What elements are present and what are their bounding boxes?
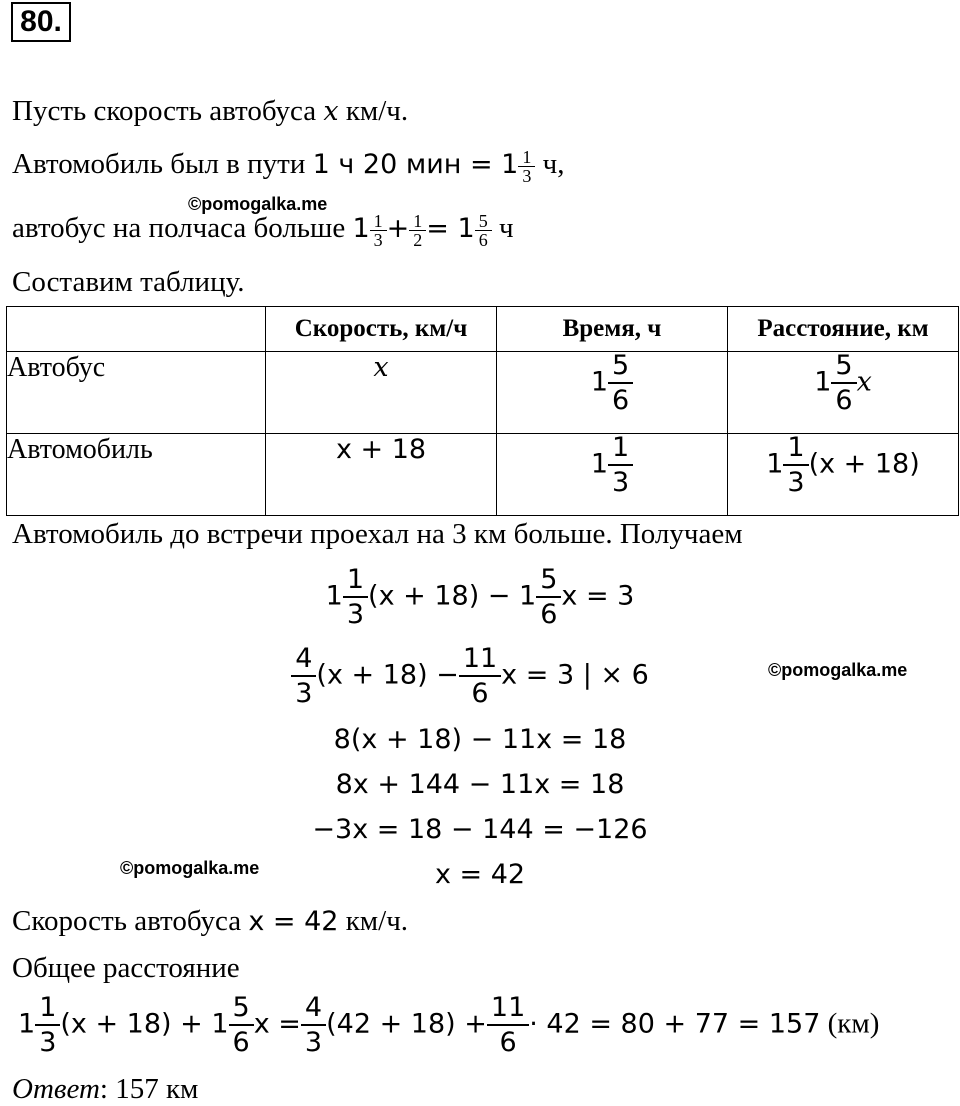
watermark: ©pomogalka.me — [120, 858, 260, 878]
fraction: $\frac{1}{3}$ — [37, 994, 58, 1056]
fraction: $\frac{5}{6}$ — [833, 352, 854, 414]
fraction: $\frac{11}{6}$ — [461, 645, 499, 707]
time-cell: 1 $\frac{1}{3}$ — [497, 434, 728, 516]
speed-cell: x + 18 — [266, 434, 497, 516]
answer-line: Ответ: 157 км — [12, 1073, 199, 1105]
equation-4: 8x + 144 − 11x = 18 — [335, 769, 625, 800]
fraction: $\frac{5}{6}$ — [477, 212, 490, 249]
row-label: Автобус — [7, 352, 266, 434]
watermark: ©pomogalka.me — [768, 660, 908, 680]
problem-number-badge: 80. — [11, 2, 71, 42]
equation-3: 8(x + 18) − 11x = 18 — [333, 724, 627, 755]
fraction: $\frac{1}{3}$ — [372, 212, 385, 249]
row-label: Автомобиль — [7, 434, 266, 516]
data-table — [6, 306, 959, 516]
intro-line-2: Автомобиль был в пути 1 ч 20 мин = 1 $\frac{1}{3}$ ч, — [12, 147, 565, 186]
speed-result: Скорость автобуса x = 42 км/ч. — [12, 905, 409, 937]
watermark: ©pomogalka.me — [188, 194, 328, 214]
equation-6: x = 42 — [434, 859, 526, 890]
fraction: $\frac{5}{6}$ — [231, 994, 252, 1056]
fraction: $\frac{1}{3}$ — [785, 434, 806, 496]
table-header: Скорость, км/ч — [266, 307, 497, 352]
table-header: Время, ч — [497, 307, 728, 352]
fraction: $\frac{5}{6}$ — [538, 566, 559, 628]
fraction: $\frac{1}{2}$ — [411, 212, 424, 249]
table-row — [7, 434, 959, 516]
fraction: $\frac{1}{3}$ — [345, 566, 366, 628]
fraction: $\frac{11}{6}$ — [489, 994, 527, 1056]
equation-5: −3x = 18 − 144 = −126 — [312, 814, 648, 845]
intro-line-1: Пусть скорость автобуса x км/ч. — [12, 95, 409, 127]
total-distance-equation: 1 $\frac{1}{3}$ (x + 18) + 1 $\frac{5}{6}$ x = $\frac{4}{3}$ (42 + 18) + $\frac{11}{6}$ · 42 = 80 + 77 = 157 (км) — [18, 992, 880, 1058]
fraction: $\frac{4}{3}$ — [293, 645, 314, 707]
fraction: $\frac{1}{3}$ — [520, 148, 533, 185]
after-table-text: Автомобиль до встречи проехал на 3 км больше. Получаем — [12, 518, 743, 550]
intro-line-3: автобус на полчаса больше 1 $\frac{1}{3}$ + $\frac{1}{2}$ = 1 $\frac{5}{6}$ ч — [12, 211, 514, 250]
equation-1: 1 $\frac{1}{3}$ (x + 18) − 1 $\frac{5}{6}$ x = 3 — [325, 564, 635, 630]
distance-cell: 1 $\frac{1}{3}$ (x + 18) — [728, 434, 959, 516]
speed-cell: x — [266, 352, 497, 434]
time-cell: 1 $\frac{5}{6}$ — [497, 352, 728, 434]
fraction: $\frac{5}{6}$ — [610, 352, 631, 414]
table-header-row — [7, 307, 959, 352]
fraction: $\frac{1}{3}$ — [610, 434, 631, 496]
table-header — [7, 307, 266, 352]
fraction: $\frac{4}{3}$ — [303, 994, 324, 1056]
table-row — [7, 352, 959, 434]
distance-cell: 1 $\frac{5}{6}$ x — [728, 352, 959, 434]
table-header: Расстояние, км — [728, 307, 959, 352]
intro-line-4: Составим таблицу. — [12, 266, 245, 298]
equation-2: $\frac{4}{3}$ (x + 18) − $\frac{11}{6}$ x = 3 | × 6 — [0, 645, 950, 707]
total-distance-label: Общее расстояние — [12, 952, 240, 984]
